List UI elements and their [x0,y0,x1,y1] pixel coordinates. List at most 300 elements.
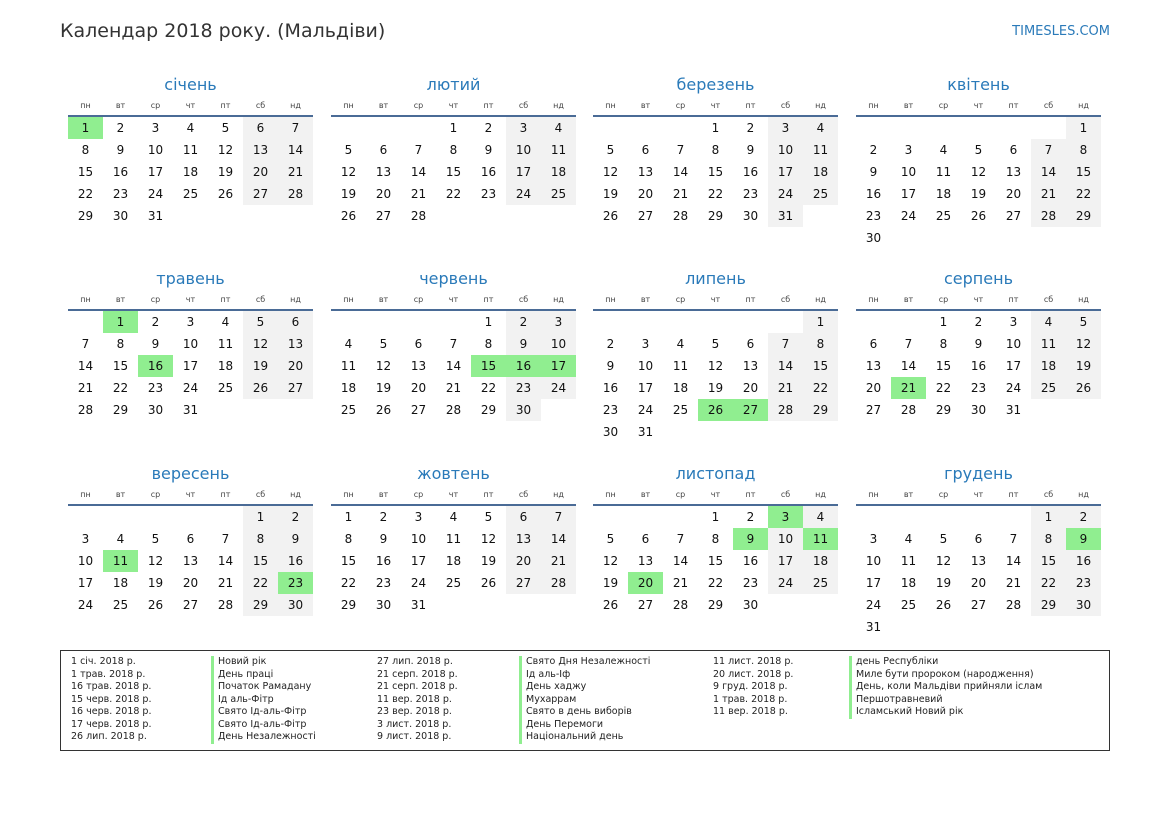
weekday-label: пн [868,295,879,304]
holiday-day-cell: 3 [768,506,803,528]
weekday-label: нд [553,295,564,304]
day-cell: 30 [506,399,541,421]
legend-date: 9 лист. 2018 р. [377,731,452,742]
day-cell: 25 [803,183,838,205]
day-cell: 14 [77,359,94,373]
weekday-label: ср [938,295,949,304]
day-cell: 6 [746,337,755,351]
day-cell: 17 [506,161,541,183]
weekday-label: нд [290,490,301,499]
day-cell: 16 [970,359,987,373]
day-cell: 14 [768,355,803,377]
legend-holiday-name: Свято в день виборів [519,706,799,719]
day-cell: 24 [1005,381,1022,395]
day-cell: 25 [1031,377,1066,399]
weekday-label: сб [780,490,791,499]
day-cell: 13 [182,554,199,568]
day-cell: 6 [278,311,313,333]
legend-date: 26 лип. 2018 р. [71,731,147,742]
day-cell: 30 [602,425,619,439]
day-cell: 5 [484,510,493,524]
day-cell: 9 [869,165,878,179]
day-cell: 19 [480,554,497,568]
day-cell: 22 [112,381,129,395]
legend-holiday-name: Національний день [519,731,799,744]
day-cell: 29 [112,403,129,417]
day-cell: 9 [746,143,755,157]
legend-date: 23 вер. 2018 р. [377,706,452,717]
day-cell: 2 [151,315,160,329]
day-cell: 31 [182,403,199,417]
weekday-header [331,101,576,113]
day-cell: 5 [974,143,983,157]
day-cell: 15 [803,355,838,377]
brand-link[interactable]: TIMESLES.COM [1012,24,1110,39]
day-cell: 2 [974,315,983,329]
day-cell: 14 [900,359,917,373]
legend-holiday-name: Свято Ід-аль-Фітр [211,719,491,732]
day-cell: 1 [449,121,458,135]
weekday-label: ср [413,490,424,499]
weekday-label: сб [518,101,529,110]
day-cell: 29 [707,598,724,612]
day-cell: 11 [1031,333,1066,355]
day-cell: 2 [746,121,755,135]
month-name: жовтень [417,464,490,483]
weekday-label: нд [553,101,564,110]
day-cell: 2 [606,337,615,351]
day-cell: 6 [379,143,388,157]
day-cell: 23 [375,576,392,590]
day-cell: 8 [711,532,720,546]
day-cell: 13 [970,554,987,568]
day-cell: 27 [278,377,313,399]
day-cell: 5 [221,121,230,135]
day-cell: 9 [606,359,615,373]
month-divider [593,309,838,311]
day-cell: 29 [243,594,278,616]
day-cell: 5 [606,143,615,157]
legend-holiday-name: Ісламський Новий рік [849,706,1129,719]
weekday-label: чт [448,490,459,499]
month-divider [856,115,1101,117]
day-cell: 20 [278,355,313,377]
day-cell: 27 [182,598,199,612]
day-cell: 21 [278,161,313,183]
legend-date: 11 вер. 2018 р. [713,706,788,717]
day-cell: 19 [217,165,234,179]
day-cell: 1 [1066,117,1101,139]
day-cell: 6 [641,532,650,546]
day-cell: 21 [672,576,689,590]
weekday-label: пт [483,490,494,499]
day-cell: 17 [865,576,882,590]
day-cell: 28 [768,399,803,421]
day-cell: 11 [340,359,357,373]
weekday-label: чт [710,490,721,499]
weekday-header [593,101,838,113]
day-cell: 11 [803,139,838,161]
weekday-label: сб [518,295,529,304]
weekday-label: пн [80,101,91,110]
day-cell: 8 [243,528,278,550]
day-cell: 19 [970,187,987,201]
weekday-label: сб [1043,101,1054,110]
day-cell: 8 [939,337,948,351]
day-cell: 4 [676,337,685,351]
day-cell: 5 [711,337,720,351]
holiday-legend [60,650,1110,751]
day-cell: 24 [182,381,199,395]
weekday-label: пт [1008,101,1019,110]
day-cell: 6 [1009,143,1018,157]
day-cell: 17 [77,576,94,590]
weekday-label: вт [115,101,126,110]
day-cell: 26 [1066,377,1101,399]
day-cell: 27 [970,598,987,612]
day-cell: 4 [449,510,458,524]
day-cell: 2 [379,510,388,524]
legend-holiday-name: Ід аль-Іф [519,669,799,682]
day-cell: 21 [541,550,576,572]
day-cell: 13 [637,554,654,568]
day-cell: 11 [541,139,576,161]
day-cell: 21 [77,381,94,395]
day-cell: 19 [375,381,392,395]
holiday-day-cell: 17 [541,355,576,377]
day-cell: 25 [900,598,917,612]
day-cell: 18 [112,576,129,590]
day-cell: 14 [1005,554,1022,568]
day-cell: 14 [1031,161,1066,183]
day-cell: 1 [939,315,948,329]
month-name: серпень [944,269,1013,288]
weekday-label: пн [80,295,91,304]
weekday-header [593,490,838,502]
day-cell: 27 [637,598,654,612]
day-cell: 7 [278,117,313,139]
weekday-label: пт [220,490,231,499]
weekday-label: сб [780,101,791,110]
day-cell: 13 [243,139,278,161]
legend-holiday-name: Новий рік [211,656,491,669]
day-cell: 1 [484,315,493,329]
day-cell: 27 [243,183,278,205]
day-cell: 29 [340,598,357,612]
legend-holiday-name: День хаджу [519,681,799,694]
day-cell: 25 [672,403,689,417]
weekday-label: сб [255,490,266,499]
holiday-day-cell: 16 [138,355,173,377]
day-cell: 17 [182,359,199,373]
day-cell: 6 [869,337,878,351]
day-cell: 5 [606,532,615,546]
day-cell: 26 [340,209,357,223]
day-cell: 15 [77,165,94,179]
day-cell: 10 [1005,337,1022,351]
day-cell: 30 [112,209,129,223]
weekday-label: чт [973,490,984,499]
weekday-label: нд [815,490,826,499]
day-cell: 18 [217,359,234,373]
weekday-label: пн [343,490,354,499]
day-cell: 17 [1005,359,1022,373]
legend-date: 1 січ. 2018 р. [71,656,136,667]
day-cell: 20 [1005,187,1022,201]
day-cell: 11 [672,359,689,373]
day-cell: 10 [900,165,917,179]
day-cell: 18 [1031,355,1066,377]
holiday-day-cell: 21 [891,377,926,399]
weekday-header [856,295,1101,307]
day-cell: 7 [221,532,230,546]
day-cell: 24 [77,598,94,612]
weekday-label: пт [745,295,756,304]
day-cell: 22 [243,572,278,594]
day-cell: 1 [1031,506,1066,528]
holiday-day-cell: 1 [68,117,103,139]
day-cell: 20 [375,187,392,201]
day-cell: 19 [340,187,357,201]
legend-date: 27 лип. 2018 р. [377,656,453,667]
legend-date: 1 трав. 2018 р. [713,693,788,705]
weekday-label: пн [343,295,354,304]
day-cell: 31 [1005,403,1022,417]
legend-date: 3 лист. 2018 р. [377,718,452,730]
day-cell: 11 [900,554,917,568]
weekday-label: вт [378,101,389,110]
day-cell: 28 [278,183,313,205]
day-cell: 20 [410,381,427,395]
day-cell: 17 [147,165,164,179]
legend-date: 21 серп. 2018 р. [377,681,458,692]
weekday-label: ср [675,490,686,499]
day-cell: 4 [904,532,913,546]
legend-date: 16 черв. 2018 р. [71,706,152,717]
weekday-label: вт [903,295,914,304]
day-cell: 24 [768,572,803,594]
day-cell: 6 [974,532,983,546]
day-cell: 22 [480,381,497,395]
day-cell: 23 [865,209,882,223]
day-cell: 20 [243,161,278,183]
weekday-label: нд [553,490,564,499]
day-cell: 3 [1009,315,1018,329]
legend-holiday-name: Першотравневий [849,694,1129,707]
weekday-label: вт [378,490,389,499]
legend-holiday-name: День Перемоги [519,719,799,732]
day-cell: 24 [768,183,803,205]
day-cell: 15 [445,165,462,179]
day-cell: 30 [1066,594,1101,616]
day-cell: 28 [1005,598,1022,612]
day-cell: 12 [217,143,234,157]
day-cell: 6 [641,143,650,157]
day-cell: 14 [445,359,462,373]
day-cell: 9 [116,143,125,157]
day-cell: 9 [151,337,160,351]
day-cell: 28 [217,598,234,612]
day-cell: 22 [1031,572,1066,594]
weekday-label: вт [903,101,914,110]
day-cell: 22 [1066,183,1101,205]
weekday-label: пт [1008,295,1019,304]
day-cell: 8 [711,143,720,157]
day-cell: 25 [112,598,129,612]
day-cell: 23 [480,187,497,201]
day-cell: 1 [803,311,838,333]
month-name: липень [685,269,746,288]
day-cell: 12 [480,532,497,546]
day-cell: 10 [147,143,164,157]
day-cell: 3 [904,143,913,157]
day-cell: 7 [768,333,803,355]
day-cell: 10 [506,139,541,161]
day-cell: 26 [243,377,278,399]
weekday-label: пн [80,490,91,499]
day-cell: 22 [340,576,357,590]
day-cell: 18 [182,165,199,179]
weekday-header [68,490,313,502]
weekday-label: чт [185,101,196,110]
day-cell: 30 [742,598,759,612]
day-cell: 30 [970,403,987,417]
day-cell: 28 [1031,205,1066,227]
weekday-label: ср [150,490,161,499]
day-cell: 24 [541,377,576,399]
day-cell: 3 [151,121,160,135]
day-cell: 24 [900,209,917,223]
legend-date: 1 трав. 2018 р. [71,668,146,680]
day-cell: 5 [151,532,160,546]
day-cell: 2 [1066,506,1101,528]
weekday-label: чт [973,295,984,304]
day-cell: 18 [340,381,357,395]
day-cell: 9 [506,333,541,355]
day-cell: 31 [410,598,427,612]
day-cell: 26 [480,576,497,590]
month-name: січень [164,75,217,94]
day-cell: 20 [742,381,759,395]
day-cell: 10 [77,554,94,568]
legend-holiday-name: День Незалежності [211,731,491,744]
day-cell: 10 [768,528,803,550]
day-cell: 14 [672,554,689,568]
day-cell: 21 [410,187,427,201]
day-cell: 6 [186,532,195,546]
day-cell: 6 [414,337,423,351]
day-cell: 7 [414,143,423,157]
weekday-label: пн [605,295,616,304]
day-cell: 1 [344,510,353,524]
weekday-header [856,490,1101,502]
weekday-label: чт [710,295,721,304]
weekday-label: нд [815,101,826,110]
holiday-day-cell: 1 [103,311,138,333]
legend-holiday-name: Ід аль-Фітр [211,694,491,707]
day-cell: 15 [707,165,724,179]
day-cell: 11 [217,337,234,351]
weekday-label: чт [185,490,196,499]
day-cell: 10 [865,554,882,568]
weekday-label: чт [448,101,459,110]
day-cell: 10 [410,532,427,546]
holiday-day-cell: 27 [733,399,768,421]
weekday-label: сб [518,490,529,499]
weekday-label: пт [220,101,231,110]
weekday-label: чт [973,101,984,110]
legend-holiday-name: День праці [211,669,491,682]
month-name: квітень [947,75,1010,94]
page-title: Календар 2018 року. (Мальдіви) [60,20,386,42]
day-cell: 4 [939,143,948,157]
day-cell: 13 [278,333,313,355]
day-cell: 23 [970,381,987,395]
weekday-label: вт [640,490,651,499]
weekday-header [593,295,838,307]
weekday-label: нд [290,101,301,110]
day-cell: 15 [243,550,278,572]
day-cell: 29 [803,399,838,421]
weekday-header [68,101,313,113]
day-cell: 3 [81,532,90,546]
day-cell: 3 [414,510,423,524]
day-cell: 7 [81,337,90,351]
day-cell: 12 [602,165,619,179]
day-cell: 1 [711,510,720,524]
day-cell: 28 [900,403,917,417]
weekday-label: вт [115,490,126,499]
day-cell: 16 [480,165,497,179]
day-cell: 18 [803,161,838,183]
day-cell: 4 [803,506,838,528]
day-cell: 16 [742,554,759,568]
day-cell: 4 [541,117,576,139]
day-cell: 14 [278,139,313,161]
month-name: травень [156,269,225,288]
day-cell: 8 [484,337,493,351]
day-cell: 13 [410,359,427,373]
weekday-label: нд [1078,101,1089,110]
day-cell: 20 [865,381,882,395]
day-cell: 26 [217,187,234,201]
day-cell: 16 [865,187,882,201]
day-cell: 24 [410,576,427,590]
day-cell: 17 [410,554,427,568]
day-cell: 25 [803,572,838,594]
day-cell: 1 [711,121,720,135]
weekday-label: сб [255,295,266,304]
day-cell: 3 [869,532,878,546]
weekday-label: вт [640,101,651,110]
day-cell: 10 [182,337,199,351]
day-cell: 26 [602,209,619,223]
day-cell: 13 [375,165,392,179]
day-cell: 13 [637,165,654,179]
holiday-day-cell: 11 [803,528,838,550]
legend-holiday-name: Початок Рамадану [211,681,491,694]
holiday-day-cell: 9 [733,528,768,550]
day-cell: 22 [445,187,462,201]
day-cell: 29 [707,209,724,223]
legend-holiday-name: день Республіки [849,656,1129,669]
day-cell: 21 [672,187,689,201]
day-cell: 16 [278,550,313,572]
day-cell: 18 [803,550,838,572]
day-cell: 16 [742,165,759,179]
month-name: червень [419,269,488,288]
weekday-label: ср [938,101,949,110]
